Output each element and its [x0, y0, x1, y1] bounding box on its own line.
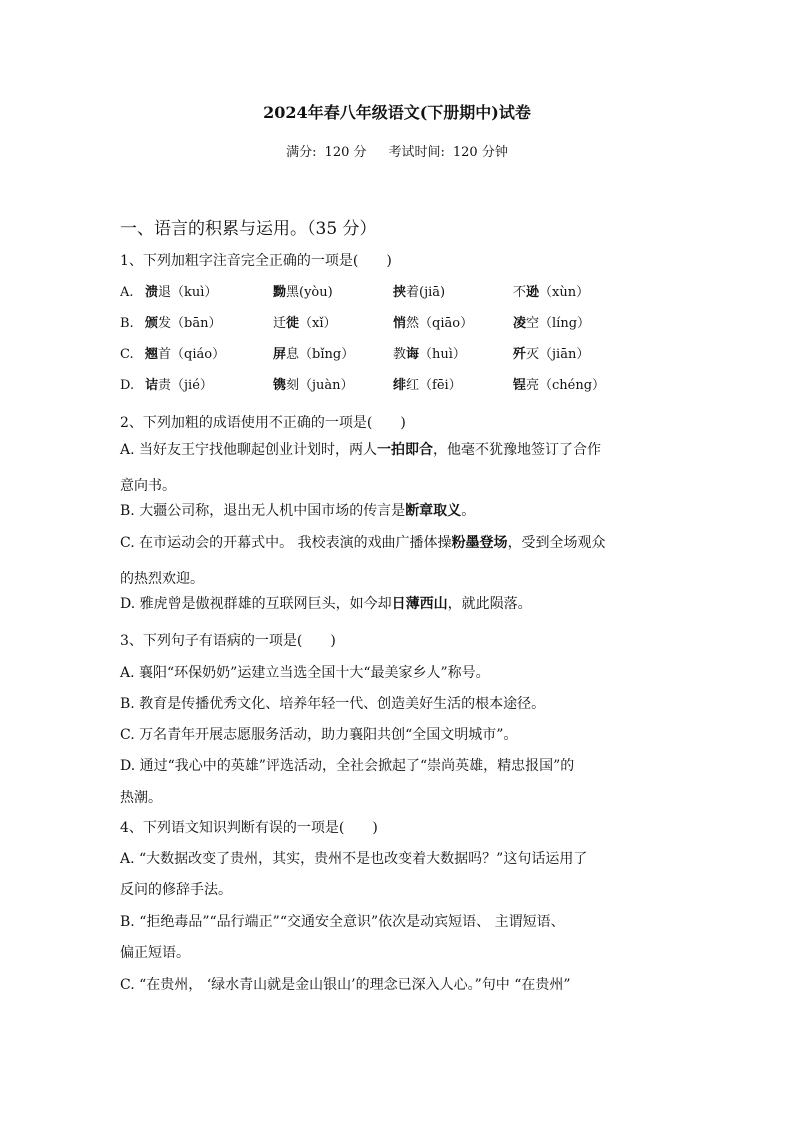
item-text: 不: [513, 285, 527, 300]
option-text: ，就此陨落。: [447, 596, 532, 612]
option-label: B.: [120, 316, 134, 331]
pinyin-item: [145, 345, 225, 365]
question-2-option-b: [120, 501, 475, 521]
question-2-option-a: [120, 440, 601, 460]
item-text: 教: [393, 347, 407, 362]
bold-char: 绯: [393, 378, 407, 393]
question-3-option-d: D. 通过“我心中的英雄”评选活动，全社会掀起了“崇尚英雄，精忠报国”的: [120, 758, 575, 774]
item-text: （xùn）: [539, 285, 590, 300]
bold-char: 镌: [273, 378, 287, 393]
question-3-stem: 3、下列句子有语病的一项是( ): [120, 633, 336, 649]
item-text: 迁: [273, 316, 287, 331]
option-text: ，受到全场观众: [507, 535, 606, 551]
pinyin-item: [513, 345, 589, 365]
page-title: 2024年春八年级语文(下册期中)试卷: [263, 103, 531, 122]
item-text: （huì）: [419, 347, 466, 362]
question-4-option-c: C. “在贵州， ‘绿水青山就是金山银山’的理念已深入人心。”句中 “在贵州”: [120, 977, 571, 993]
option-text: C. 在市运动会的开幕式中。 我校表演的戏曲广播体操: [120, 535, 452, 551]
pinyin-item: [513, 314, 590, 334]
bold-char: 锃: [513, 378, 527, 393]
bold-char: 诲: [406, 347, 420, 362]
time-value: 120 分钟: [452, 145, 508, 160]
question-4-option-a-cont: 反问的修辞手法。: [120, 882, 232, 898]
item-text: （xǐ）: [299, 316, 337, 331]
item-text: 退（kuì）: [158, 285, 218, 300]
exam-meta: [0, 143, 794, 163]
bold-char: 颁: [145, 316, 159, 331]
question-4-stem: 4、下列语文知识判断有误的一项是( ): [120, 820, 378, 836]
pinyin-item: [145, 376, 213, 396]
question-2-stem: 2、下列加粗的成语使用不正确的一项是( ): [120, 415, 406, 431]
question-4-option-b: B. “拒绝毒品”“品行端正”“交通安全意识”依次是动宾短语、 主谓短语、: [120, 914, 565, 930]
pinyin-item: [393, 376, 462, 396]
bold-char: 歼: [513, 347, 527, 362]
score-value: 120 分: [324, 145, 367, 160]
pinyin-item: [513, 283, 589, 303]
bold-char: 翘: [145, 347, 159, 362]
option-text: 。: [461, 503, 476, 519]
bold-idiom: 粉墨登场: [451, 535, 508, 551]
item-text: 红（fēi）: [406, 378, 462, 393]
pinyin-item: [513, 376, 605, 396]
pinyin-item: [393, 283, 445, 303]
bold-char: 悄: [393, 316, 407, 331]
item-text: 着(jiā): [406, 285, 446, 300]
question-4-option-a: A. “大数据改变了贵州，其实，贵州不是也改变着大数据吗？”这句话运用了: [120, 851, 588, 867]
pinyin-item: [273, 314, 337, 334]
option-label: D.: [120, 378, 135, 393]
pinyin-item: [393, 314, 473, 334]
item-text: 然（qiāo）: [406, 316, 474, 331]
question-2-option-c-cont: 的热烈欢迎。: [120, 571, 204, 587]
section-heading: 一、语言的积累与运用。（35 分）: [120, 219, 377, 239]
question-4-option-b-cont: 偏正短语。: [120, 945, 190, 961]
bold-char: 诘: [145, 378, 159, 393]
pinyin-item: [393, 345, 466, 365]
option-text: A. 当好友王宁找他聊起创业计划时，两人: [120, 442, 378, 458]
time-label: 考试时间:: [388, 145, 445, 160]
question-1-stem: 1、下列加粗字注音完全正确的一项是( ): [120, 253, 392, 269]
pinyin-item: [273, 283, 333, 303]
pinyin-item: [145, 283, 217, 303]
bold-char: 溃: [145, 285, 159, 300]
bold-char: 逊: [526, 285, 540, 300]
bold-idiom: 断章取义: [405, 503, 462, 519]
bold-char: 徙: [286, 316, 300, 331]
bold-idiom: 一拍即合: [377, 442, 434, 458]
question-2-option-d: [120, 594, 532, 614]
bold-char: 屏: [273, 347, 287, 362]
item-text: 黑(yòu): [286, 285, 333, 300]
item-text: 责（jié）: [158, 378, 213, 393]
item-text: 发（bān）: [158, 316, 222, 331]
option-label: A.: [120, 285, 134, 300]
bold-char: 挟: [393, 285, 407, 300]
question-2-option-a-cont: 意向书。: [120, 478, 176, 494]
question-3-option-c: C. 万名青年开展志愿服务活动，助力襄阳共创“全国文明城市”。: [120, 727, 518, 743]
question-2-option-c: [120, 533, 606, 553]
item-text: 首（qiáo）: [158, 347, 226, 362]
question-3-option-a: A. 襄阳“环保奶奶”运建立当选全国十大“最美家乡人”称号。: [120, 665, 490, 681]
option-label: C.: [120, 347, 134, 362]
question-3-option-b: B. 教育是传播优秀文化、培养年轻一代、创造美好生活的根本途径。: [120, 696, 546, 712]
bold-char: 黝: [273, 285, 287, 300]
pinyin-item: [273, 376, 354, 396]
item-text: 刻（juàn）: [286, 378, 354, 393]
item-text: 灭（jiān）: [526, 347, 590, 362]
option-text: B. 大疆公司称，退出无人机中国市场的传言是: [120, 503, 406, 519]
option-text: ，他毫不犹豫地签订了合作: [433, 442, 602, 458]
item-text: 息（bǐng）: [286, 347, 355, 362]
bold-char: 凌: [513, 316, 527, 331]
pinyin-item: [145, 314, 221, 334]
option-text: D. 雅虎曾是傲视群雄的互联网巨头，如今却: [120, 596, 392, 612]
pinyin-item: [273, 345, 354, 365]
item-text: 空（líng）: [526, 316, 591, 331]
bold-idiom: 日薄西山: [391, 596, 448, 612]
score-label: 满分:: [286, 145, 317, 160]
question-3-option-d-cont: 热潮。: [120, 790, 162, 806]
item-text: 亮（chéng）: [526, 378, 606, 393]
